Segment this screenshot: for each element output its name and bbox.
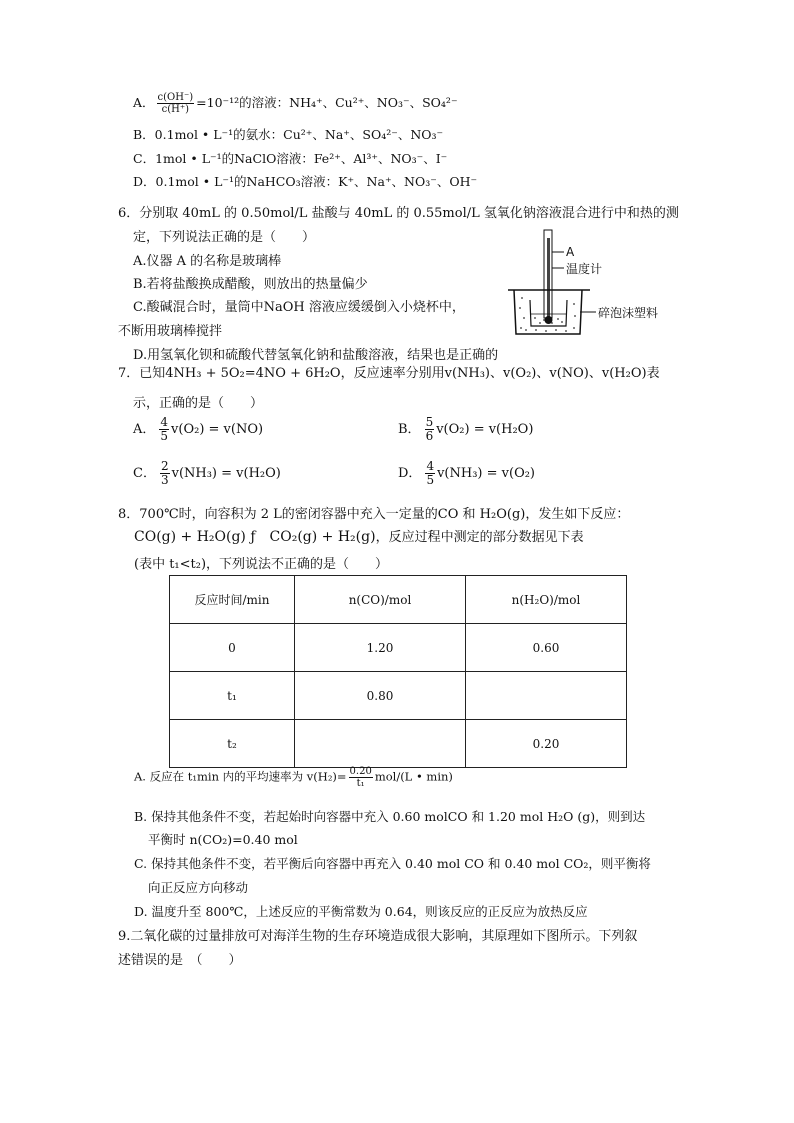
q6-option-c-line1: C.酸碱混合时，量筒中NaOH 溶液应缓缓倒入小烧杯中， <box>133 300 465 315</box>
q8-data-table <box>169 575 627 768</box>
table-header-cell: 反应时间/min <box>170 576 295 624</box>
table-cell: 0.80 <box>295 672 466 720</box>
q7-option-a-fraction: $\frac{4}{5}$ <box>160 415 169 443</box>
q6-option-b: B.若将盐酸换成醋酸，则放出的热量偏少 <box>133 277 368 292</box>
q8-reaction-line <box>134 528 584 547</box>
table-cell: 0.60 <box>466 624 627 672</box>
calorimeter-figure <box>500 228 720 343</box>
table-header-row <box>170 576 627 624</box>
q8-option-c-line1: C. 保持其他条件不变，若平衡后向容器中再充入 0.40 mol CO 和 0.40 mol CO₂，则平衡将 <box>134 856 651 871</box>
table-row <box>170 624 627 672</box>
table-cell: t₁ <box>170 672 295 720</box>
q5-option-d: D．0.1mol • L⁻¹的NaHCO₃溶液：K⁺、Na⁺、NO₃⁻、OH⁻ <box>133 174 478 189</box>
q7-option-d-fraction: $\frac{4}{5}$ <box>426 459 435 487</box>
q9-stem-line1: 9.二氧化碳的过量排放可对海洋生物的生存环境造成很大影响，其原理如下图所示。下列叙 <box>118 929 638 944</box>
q5-option-a-fraction: $\frac{c(OH^-)}{c(H^+)}$ <box>157 92 194 115</box>
q8-option-c-line2: 向正反应方向移动 <box>148 880 249 895</box>
thermometer <box>547 238 550 318</box>
q8-option-a: A. 反应在 t₁min 内的平均速率为 v(H₂)= $\frac{0.20}{\text{t₁}}$ mol/(L • min) <box>134 766 453 789</box>
q5-option-a-label: A． <box>133 95 155 110</box>
q8-stem-line1: 8．700℃时，向容积为 2 L的密闭容器中充入一定量的CO 和 H₂O(g)，发生如下反应： <box>118 507 630 522</box>
q7-option-b: B． $\frac{5}{6}$ v(O₂) = v(H₂O) <box>398 415 534 443</box>
q8-option-d: D. 温度升至 800℃，上述反应的平衡常数为 0.64，则该反应的正反应为放热反应 <box>134 904 588 919</box>
q6-stem-line2: 定，下列说法正确的是（ ） <box>133 230 316 245</box>
table-cell: 1.20 <box>295 624 466 672</box>
q6-option-d: D.用氢氧化钡和硫酸代替氢氧化钠和盐酸溶液，结果也是正确的 <box>133 348 499 363</box>
q8-reaction-equation: CO(g) + H₂O(g) ƒ CO₂(g) + H₂(g) <box>134 529 376 545</box>
q8-option-a-fraction: $\frac{0.20}{\text{t₁}}$ <box>349 766 372 789</box>
table-cell <box>466 672 627 720</box>
q9-stem-line2: 述错误的是 （ ） <box>118 953 242 968</box>
table-cell: t₂ <box>170 720 295 768</box>
table-cell: 0 <box>170 624 295 672</box>
figure-label-thermometer: 温度计 <box>566 262 603 276</box>
q8-option-b-line2: 平衡时 n(CO₂)=0.40 mol <box>148 832 298 847</box>
table-cell: 0.20 <box>466 720 627 768</box>
q7-option-b-fraction: $\frac{5}{6}$ <box>425 415 434 443</box>
q7-option-c-fraction: $\frac{2}{3}$ <box>160 459 169 487</box>
q6-option-a: A.仪器 A 的名称是玻璃棒 <box>133 254 282 269</box>
table-row <box>170 672 627 720</box>
q7-option-d: D． $\frac{4}{5}$ v(NH₃) = v(O₂) <box>398 459 536 487</box>
q6-stem-line1: 6．分别取 40mL 的 0.50mol/L 盐酸与 40mL 的 0.55mol/L 氢氧化钠溶液混合进行中和热的测 <box>118 206 679 221</box>
q5-option-a-text: =10⁻¹²的溶液：NH₄⁺、Cu²⁺、NO₃⁻、SO₄²⁻ <box>196 95 458 110</box>
table-cell <box>295 720 466 768</box>
figure-label-foam: 碎泡沫塑料 <box>598 306 659 320</box>
q5-option-b: B．0.1mol • L⁻¹的氨水：Cu²⁺、Na⁺、SO₄²⁻、NO₃⁻ <box>133 127 444 142</box>
q8-option-b-line1: B. 保持其他条件不变，若起始时向容器中充入 0.60 molCO 和 1.20 mol H₂O (g)，则到达 <box>134 809 646 824</box>
q7-stem-line1: 7．已知4NH₃ + 5O₂=4NO + 6H₂O，反应速率分别用v(NH₃)、v(O₂)、v(NO)、v(H₂O)表 <box>118 366 660 381</box>
table-header-cell: n(CO)/mol <box>295 576 466 624</box>
q5-option-a <box>133 92 458 115</box>
q7-option-c: C． $\frac{2}{3}$ v(NH₃) = v(H₂O) <box>133 459 281 487</box>
q5-option-c: C．1mol • L⁻¹的NaClO溶液：Fe²⁺、Al³⁺、NO₃⁻、I⁻ <box>133 151 448 166</box>
q7-option-a: A． $\frac{4}{5}$ v(O₂) = v(NO) <box>133 415 264 443</box>
table-row <box>170 720 627 768</box>
q7-stem-line2: 示，正确的是（ ） <box>133 396 264 411</box>
q8-stem-line3: (表中 t₁<t₂)，下列说法不正确的是（ ） <box>134 557 389 572</box>
figure-label-a: A <box>566 245 575 259</box>
q6-option-c-line2: 不断用玻璃棒搅拌 <box>118 324 223 339</box>
table-header-cell: n(H₂O)/mol <box>466 576 627 624</box>
q8-reaction-tail: ，反应过程中测定的部分数据见下表 <box>375 530 584 545</box>
